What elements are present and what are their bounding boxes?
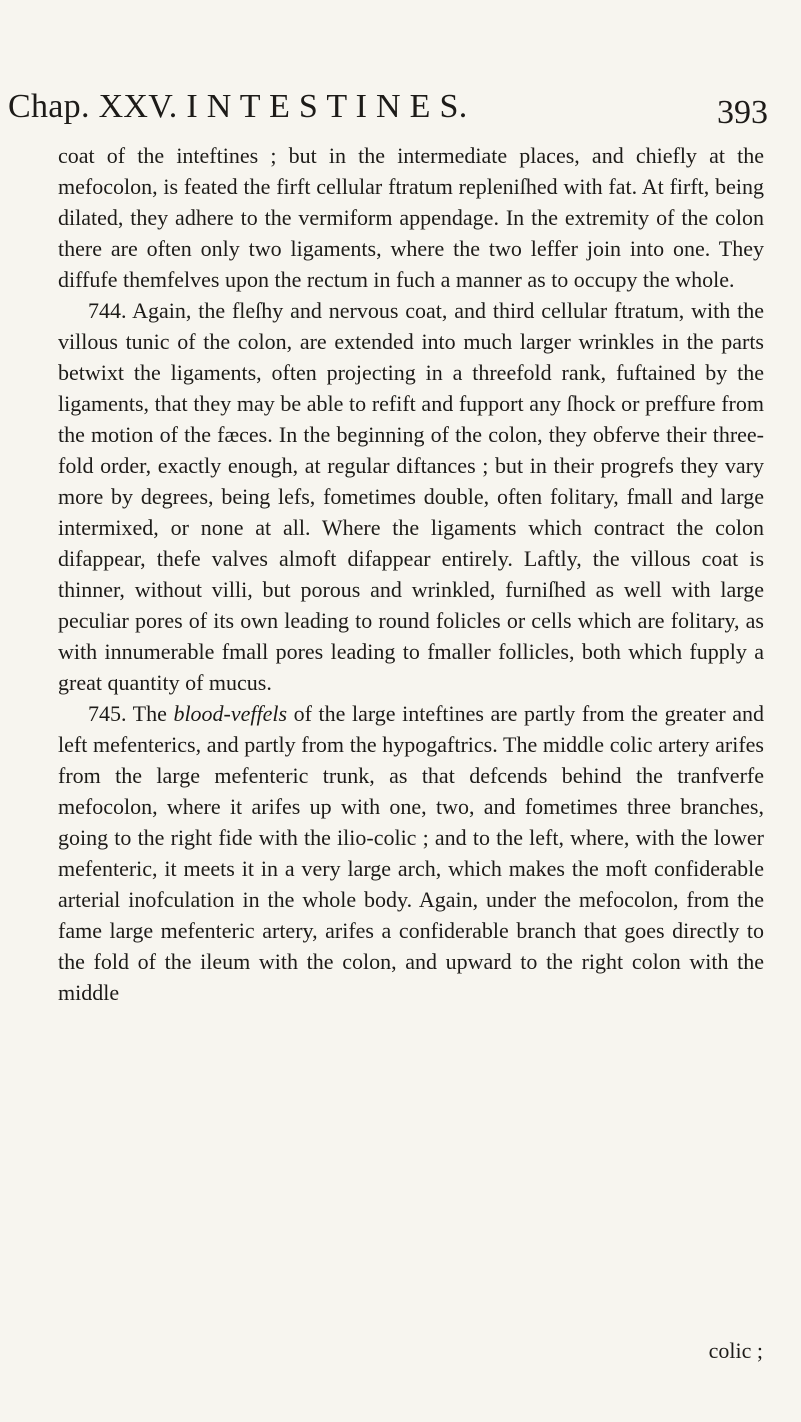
paragraph-745-lead: 745. The <box>88 701 174 726</box>
catchword: colic ; <box>708 1338 763 1363</box>
italic-term-blood-vessels: blood-veffels <box>173 701 288 726</box>
paragraph-744: 744. Again, the fleſhy and nervous coat, and third cellular ftratum, with the villous tunic of the colon, are extended into much larger wrinkles in the parts betwixt the ligaments, often projecting in a threefold rank, fuftained by the ligaments, that they may be able to refift and fupport any ſhock or preffure from the motion of the fæces. In the beginning of the colon, they obferve their three-fold order, exactly enough, at regular diftances ; but in their progrefs they vary more by degrees, being lefs, fometimes double, often folitary, fmall and large intermixed, or none at all. Where the ligaments which contract the colon difappear, thefe valves almoft difappear entirely. Laftly, the villous coat is thinner, without villi, but porous and wrinkled, furniſhed as well with large peculiar pores of its own leading to round folicles or cells which are folitary, as with innumerable fmall pores leading to fmaller follicles, both which fupply a great quantity of mucus. <box>58 298 764 695</box>
running-head: Chap. XXV. I N T E S T I N E S. <box>8 88 468 125</box>
paragraph-continuation: coat of the inteftines ; but in the intermediate places, and chiefly at the mefocolon, is feated the firft cellular ftratum repleniſhed with fat. At firft, being dilated, they adhere to the vermiform appendage. In the extremity of the colon there are often only two ligaments, where the two leffer join into one. They diffufe themfelves upon the rectum in fuch a manner as to occupy the whole. <box>58 143 764 292</box>
body-text <box>58 140 764 1008</box>
paragraph-745-text: of the large inteftines are partly from the greater and left mefenterics, and partly from the hypogaftrics. The middle colic artery arifes from the large mefenteric trunk, as that defcends behind the tranfverfe mefocolon, where it arifes up with one, two, and fometimes three branches, going to the right fide with the ilio-colic ; and to the left, where, with the lower mefenteric, it meets it in a very large arch, which makes the moft confiderable arterial inofculation in the whole body. Again, under the mefocolon, from the fame large mefenteric artery, arifes a confiderable branch that goes directly to the fold of the ileum with the colon, and upward to the right colon with the middle <box>58 701 764 1005</box>
paragraph-745 <box>58 698 764 1008</box>
page-header <box>8 88 768 134</box>
page-number: 393 <box>717 94 768 131</box>
